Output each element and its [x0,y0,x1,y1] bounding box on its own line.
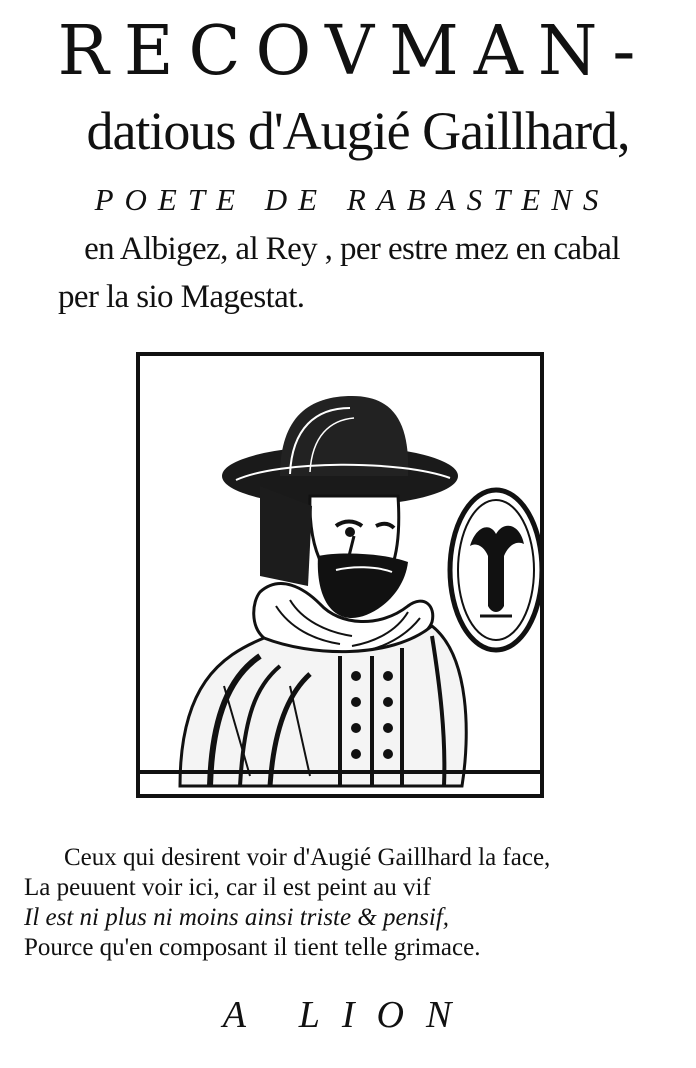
verse-line-3: Il est ni plus ni moins ainsi triste & pensif, [24,904,450,931]
verse-line-4: Pource qu'en composant il tient telle grimace. [24,934,481,961]
woodcut-portrait-frame [136,352,544,798]
title-line-4: en Albigez, al Rey , per estre mez en cabal [84,231,620,267]
verse-line-2: La peuuent voir ici, car il est peint au vif [24,874,431,901]
imprint-place: A LION [222,994,474,1036]
title-line-5: per la sio Magestat. [58,279,305,315]
title-line-3: POETE DE RABASTENS [94,182,610,217]
title-line-2: datious d'Augié Gaillhard, [86,101,630,161]
title-line-1: RECOVMAN- [57,12,651,91]
eagle-medallion [450,490,540,650]
woodcut-portrait-image [140,356,540,794]
verse-line-1: Ceux qui desirent voir d'Augié Gaillhard la face, [64,844,551,871]
